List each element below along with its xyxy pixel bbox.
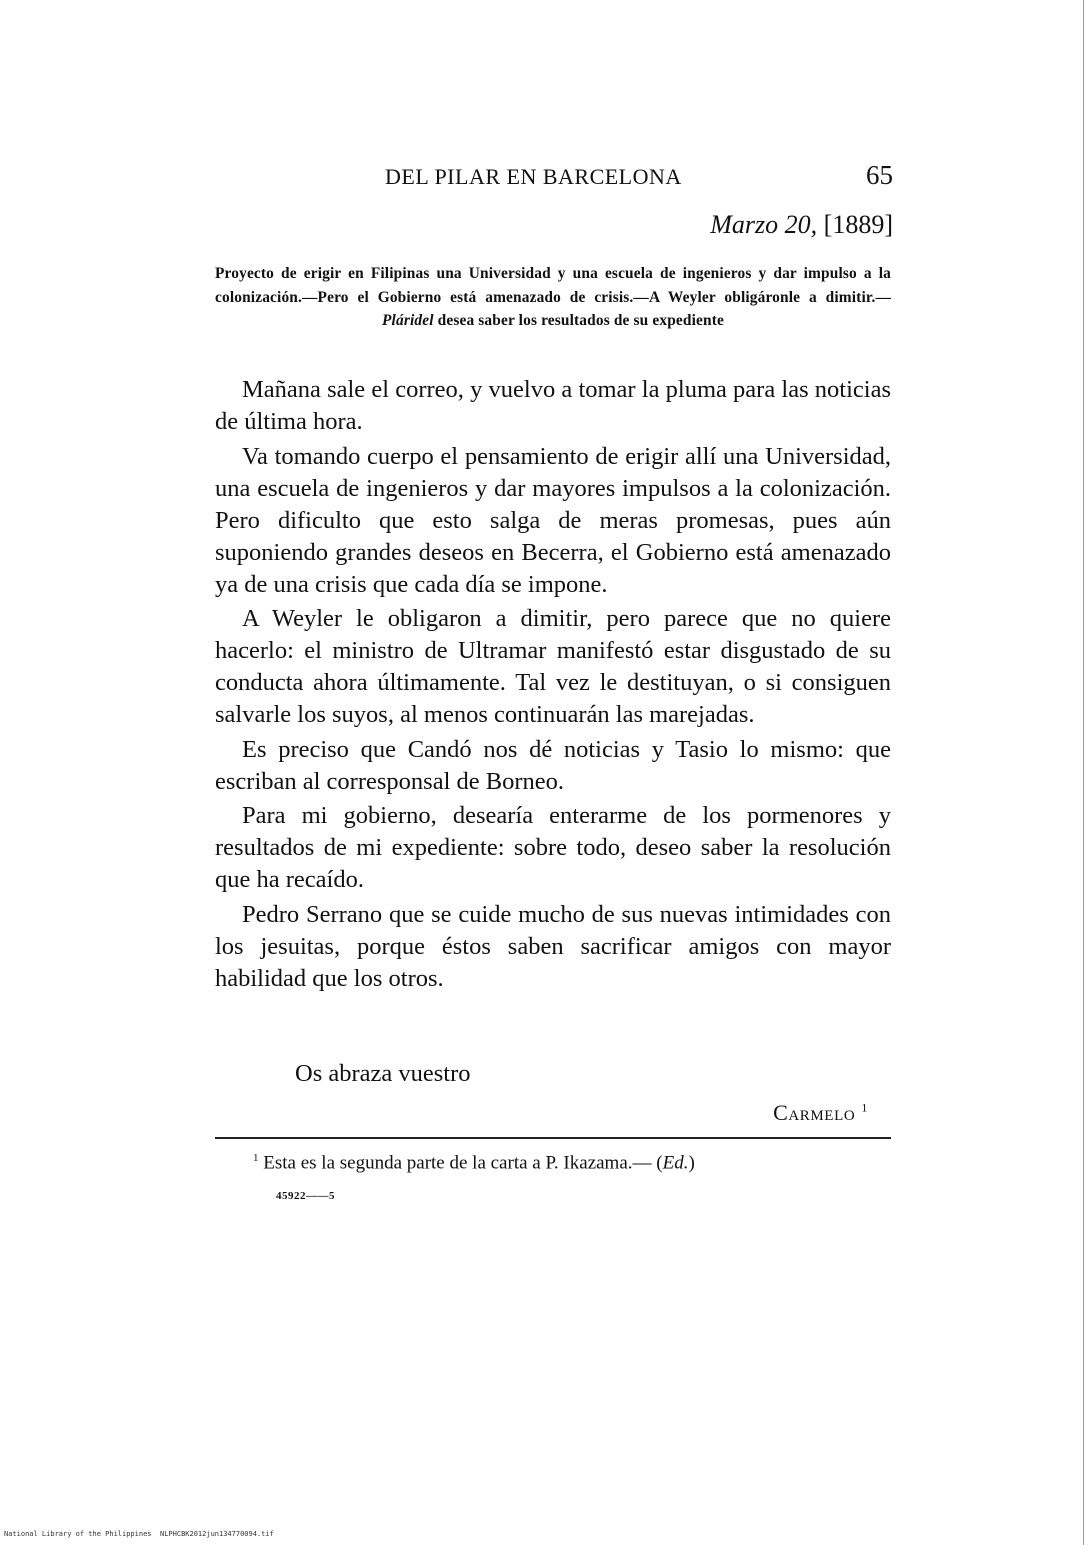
- summary-text: Proyecto de erigir en Filipinas una Universidad y una escuela de ingenieros y dar impulso a la colonización.—Pero el Gobierno está amenazado de crisis.—A Weyler obligáronle a dimitir.—: [215, 265, 891, 306]
- footnote-mark: 1: [253, 1152, 259, 1164]
- footnote-editor: Ed.: [662, 1152, 689, 1174]
- printer-signature-mark: 45922——5: [276, 1190, 335, 1202]
- paragraph: Para mi gobierno, desearía enterarme de los pormenores y resultados de mi expediente: sobre todo, deseo saber la resolución que ha recaído.: [215, 802, 891, 893]
- closing-line: Os abraza vuestro: [295, 1060, 471, 1087]
- paragraph: Mañana sale el correo, y vuelvo a tomar la pluma para las noticias de última hora.: [215, 376, 891, 435]
- footnote-close: ): [688, 1152, 695, 1174]
- scan-credit: National Library of the Philippines: [4, 1530, 152, 1538]
- date-text: Marzo 20,: [710, 210, 818, 239]
- scan-edge-line: [1083, 0, 1084, 1545]
- footnote-divider: [215, 1137, 891, 1139]
- signature: [773, 1100, 868, 1126]
- summary-placename: Pláridel: [382, 312, 434, 329]
- letter-date: [710, 210, 893, 240]
- date-year: [1889]: [823, 210, 893, 239]
- footnote-reference: 1: [861, 1100, 868, 1115]
- footnote: [253, 1152, 695, 1174]
- letter-summary: [215, 262, 891, 333]
- signature-name: Carmelo: [773, 1100, 856, 1125]
- page-number: 65: [866, 160, 893, 190]
- paragraph: Va tomando cuerpo el pensamiento de erigir allí una Universidad, una escuela de ingenieros y dar mayores impulsos a la colonización. Pero dificulto que esto salga de meras promesas, pues aún suponiendo grandes deseos en Becerra, el Gobierno está amenazado ya de una crisis que cada día se impone.: [215, 442, 891, 598]
- paragraph: Es preciso que Candó nos dé noticias y Tasio lo mismo: que escriban al corresponsal de Borneo.: [215, 735, 891, 795]
- running-head: DEL PILAR EN BARCELONA: [385, 164, 682, 189]
- summary-text-end: desea saber los resultados de su expediente: [433, 312, 724, 329]
- scan-filename: NLPHCBK2012jun134770094.tif: [160, 1530, 274, 1538]
- paragraph: Pedro Serrano que se cuide mucho de sus nuevas intimidades con los jesuitas, porque éstos saben sacrificar amigos con mayor habilidad que los otros.: [215, 900, 891, 992]
- page-header: [215, 160, 893, 196]
- paragraph: A Weyler le obligaron a dimitir, pero parece que no quiere hacerlo: el ministro de Ultramar manifestó estar disgustado de su conducta ahora últimamente. Tal vez le destituyan, o si consiguen salvarle los suyos, al menos continuarán las marejadas.: [215, 605, 891, 728]
- letter-body: [215, 374, 891, 997]
- footnote-text: Esta es la segunda parte de la carta a P. Ikazama.— (: [263, 1152, 663, 1174]
